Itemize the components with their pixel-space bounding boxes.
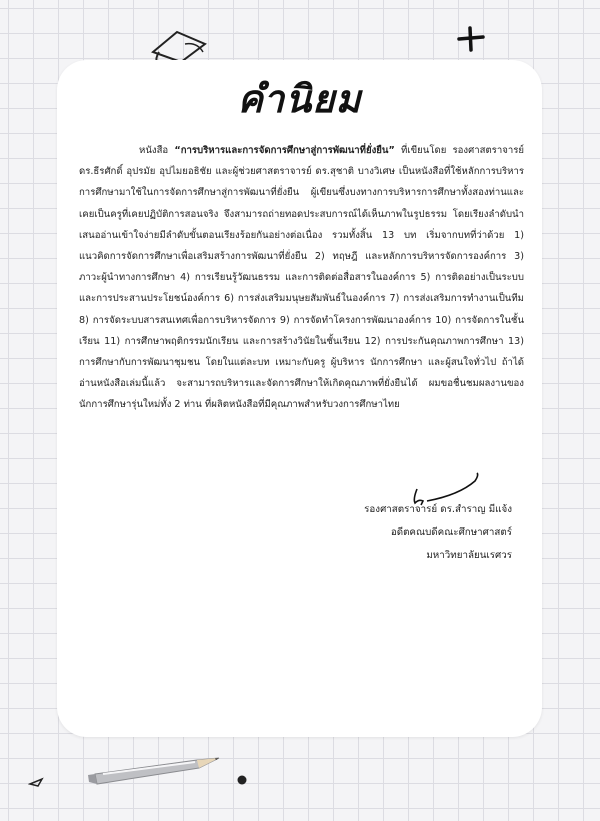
author-affiliation: มหาวิทยาลัยนเรศวร xyxy=(426,550,512,561)
plus-doodle-icon xyxy=(456,26,486,52)
paragraph-body: ที่เขียนโดย รองศาสตราจารย์ ดร.ธีรศักดิ์ อุปรมัย อุปไมยอธิชัย และผู้ช่วยศาสตราจารย์ ดร.สุชาติ บางวิเศษ เป็นหนังสือที่ใช้หลักการบริหารการศึกษามาใช้ในการจัดการศึกษาสู่การพัฒนาที่ยั่งยืน ผู้เขียนซึ่งบงทางการบริหารการศึกษาทั้งสองท่านและเคยเป็นครูที่เคยปฏิบัติการสอนจริง จึงสามารถถ่ายทอดประสบการณ์ได้เห็นภาพในรูปธรรม โดยเรียงลำดับนำเสนออ่านเข้าใจง่ายมีลำดับขั้นตอนเรียงร้อยกันอย่างต่อเนื่อง รวมทั้งสิ้น 13 บท เริ่มจากบทที่ว่าด้วย 1) แนวคิดการจัดการศึกษาเพื่อเสริมสร้างการพัฒนาที่ยั่งยืน 2) ทฤษฎี และหลักการบริหารจัดการองค์การ 3) ภาวะผู้นำทางการศึกษา 4) การเรียนรู้วัฒนธรรม และการติดต่อสื่อสารในองค์การ 5) การติดอย่างเป็นระบบ และการประสานประโยชน์องค์การ 6) การส่งเสริมมนุษยสัมพันธ์ในองค์การ 7) การส่งเสริมการทำงานเป็นทีม 8) การจัดระบบสารสนเทศเพื่อการบริหารจัดการ 9) การจัดทำโครงการพัฒนาองค์การ 10) การจัดการในชั้นเรียน 11) การศึกษาพฤติกรรมนักเรียน และการสร้างวินัยในชั้นเรียน 12) การประกันคุณภาพการศึกษา 13) การศึกษากับการพัฒนาชุมชน โดยในแต่ละบท เหมาะกับครู ผู้บริหาร นักการศึกษา และผู้สนใจทั่วไป ถ้าได้อ่านหนังสือเล่มนี้แล้ว จะสามารถบริหารและจัดการศึกษาให้เกิดคุณภาพที่ยั่งยืนได้ ผมขอชื่นชมผลงานของนักการศึกษารุ่นใหม่ทั้ง 2 ท่าน ที่ผลิตหนังสือที่มีคุณภาพสำหรับวงการศึกษาไทย xyxy=(79,145,525,411)
book-title: “การบริหารและการจัดการศึกษาสู่การพัฒนาที่ยั่งยืน” xyxy=(174,145,395,156)
scribble-doodle-icon xyxy=(28,776,48,790)
author-block xyxy=(364,498,512,567)
author-position: อดีตคณบดีคณะศึกษาศาสตร์ xyxy=(390,527,512,538)
author-name: รองศาสตราจารย์ ดร.สำราญ มีแจ้ง xyxy=(364,504,512,515)
page-title: คำนิยม xyxy=(237,77,362,121)
foreword-paragraph xyxy=(79,140,524,416)
paragraph-lead: หนังสือ xyxy=(139,145,175,156)
pencil-icon xyxy=(85,752,225,792)
dot-doodle-icon xyxy=(235,773,249,787)
content-card xyxy=(57,60,542,737)
